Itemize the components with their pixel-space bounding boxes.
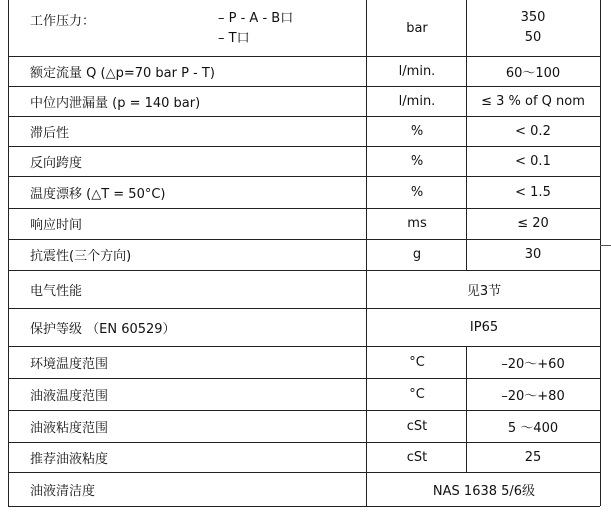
unit-cell: % bbox=[410, 123, 424, 139]
param-label: 响应时间 bbox=[30, 218, 83, 233]
value-cell: < 0.2 bbox=[515, 123, 551, 139]
param-label: 电气性能 bbox=[30, 283, 83, 299]
table-row bbox=[0, 239, 611, 270]
column-divider-value-lower bbox=[466, 346, 467, 472]
param-label: 油液粘度范围 bbox=[30, 420, 109, 436]
column-divider-unit bbox=[366, 0, 367, 506]
row-divider bbox=[8, 56, 600, 57]
value-cell: ≤ 20 bbox=[517, 216, 549, 231]
value-cell: 25 bbox=[524, 449, 542, 465]
table-row bbox=[0, 56, 611, 86]
unit-cell: °C bbox=[409, 386, 425, 402]
table-row bbox=[0, 442, 611, 472]
row-divider bbox=[8, 86, 600, 87]
value-cell bbox=[466, 0, 600, 56]
param-label: 中位内泄漏量 (p = 140 bar) bbox=[30, 95, 201, 111]
value-cell: < 1.5 bbox=[515, 184, 551, 200]
row-divider bbox=[8, 270, 600, 271]
value-cell: 60～100 bbox=[505, 65, 561, 81]
table-row bbox=[0, 472, 611, 506]
row-divider bbox=[8, 146, 600, 147]
row-divider bbox=[8, 176, 600, 177]
table-row bbox=[0, 378, 611, 410]
value-t: 50 bbox=[524, 30, 542, 45]
span-value-cell: NAS 1638 5/6级 bbox=[432, 483, 536, 499]
param-label: 温度漂移 (△T = 50°C) bbox=[30, 186, 166, 202]
value-cell: –20～+80 bbox=[501, 388, 565, 404]
unit-cell: cSt bbox=[406, 418, 428, 434]
value-cell: ≤ 3 % of Q nom bbox=[481, 93, 585, 109]
table-row-working-pressure bbox=[0, 0, 611, 56]
param-label: 油液清洁度 bbox=[30, 483, 96, 499]
param-label: 抗震性(三个方向) bbox=[30, 249, 132, 264]
table-row bbox=[0, 346, 611, 378]
table-border-right bbox=[600, 0, 601, 506]
param-label: 油液温度范围 bbox=[30, 388, 109, 404]
port-t: – T口 bbox=[218, 31, 250, 46]
unit-cell: ms bbox=[407, 216, 427, 231]
table-row bbox=[0, 176, 611, 208]
param-label: 反向跨度 bbox=[30, 155, 83, 171]
param-label: 环境温度范围 bbox=[30, 356, 109, 372]
span-value-cell: IP65 bbox=[469, 319, 499, 335]
table-row bbox=[0, 86, 611, 116]
table-border-left bbox=[8, 0, 9, 506]
table-row bbox=[0, 146, 611, 176]
value-cell: < 0.1 bbox=[515, 153, 551, 169]
span-value-cell: 见3节 bbox=[466, 283, 502, 299]
column-divider-value bbox=[466, 0, 467, 270]
param-label: 滞后性 bbox=[30, 125, 70, 141]
unit-cell: l/min. bbox=[398, 63, 436, 79]
row-divider bbox=[8, 410, 600, 411]
row-divider bbox=[8, 116, 600, 117]
row-divider bbox=[8, 308, 600, 309]
value-cell: –20～+60 bbox=[501, 356, 565, 372]
table-border-bottom bbox=[8, 506, 600, 507]
param-label: 额定流量 Q (△p=70 bar P - T) bbox=[30, 65, 215, 81]
unit-cell: % bbox=[410, 184, 424, 200]
param-label: 推荐油液粘度 bbox=[30, 451, 109, 467]
param-label: 工作压力： bbox=[30, 14, 96, 29]
row-divider bbox=[8, 442, 600, 443]
table-row bbox=[0, 308, 611, 346]
table-row bbox=[0, 270, 611, 308]
table-row bbox=[0, 116, 611, 146]
table-row bbox=[0, 208, 611, 239]
unit-cell: g bbox=[412, 247, 422, 262]
param-label: 保护等级 （EN 60529） bbox=[30, 321, 176, 337]
row-divider bbox=[8, 239, 600, 240]
port-pab: – P - A - B口 bbox=[218, 11, 294, 26]
unit-cell: l/min. bbox=[398, 93, 436, 109]
row-divider bbox=[8, 378, 600, 379]
table-row bbox=[0, 410, 611, 442]
row-divider bbox=[8, 208, 600, 209]
unit-cell: °C bbox=[409, 354, 425, 370]
value-cell: 30 bbox=[524, 247, 542, 262]
pressure-ports bbox=[218, 9, 293, 49]
unit-cell: bar bbox=[406, 20, 428, 36]
row-divider bbox=[8, 472, 600, 473]
margin-tick bbox=[600, 245, 611, 246]
value-pab: 350 bbox=[520, 10, 546, 25]
value-cell: 5 ～400 bbox=[507, 420, 559, 436]
unit-cell: cSt bbox=[406, 449, 428, 465]
unit-cell: % bbox=[410, 153, 424, 169]
row-divider bbox=[8, 346, 600, 347]
